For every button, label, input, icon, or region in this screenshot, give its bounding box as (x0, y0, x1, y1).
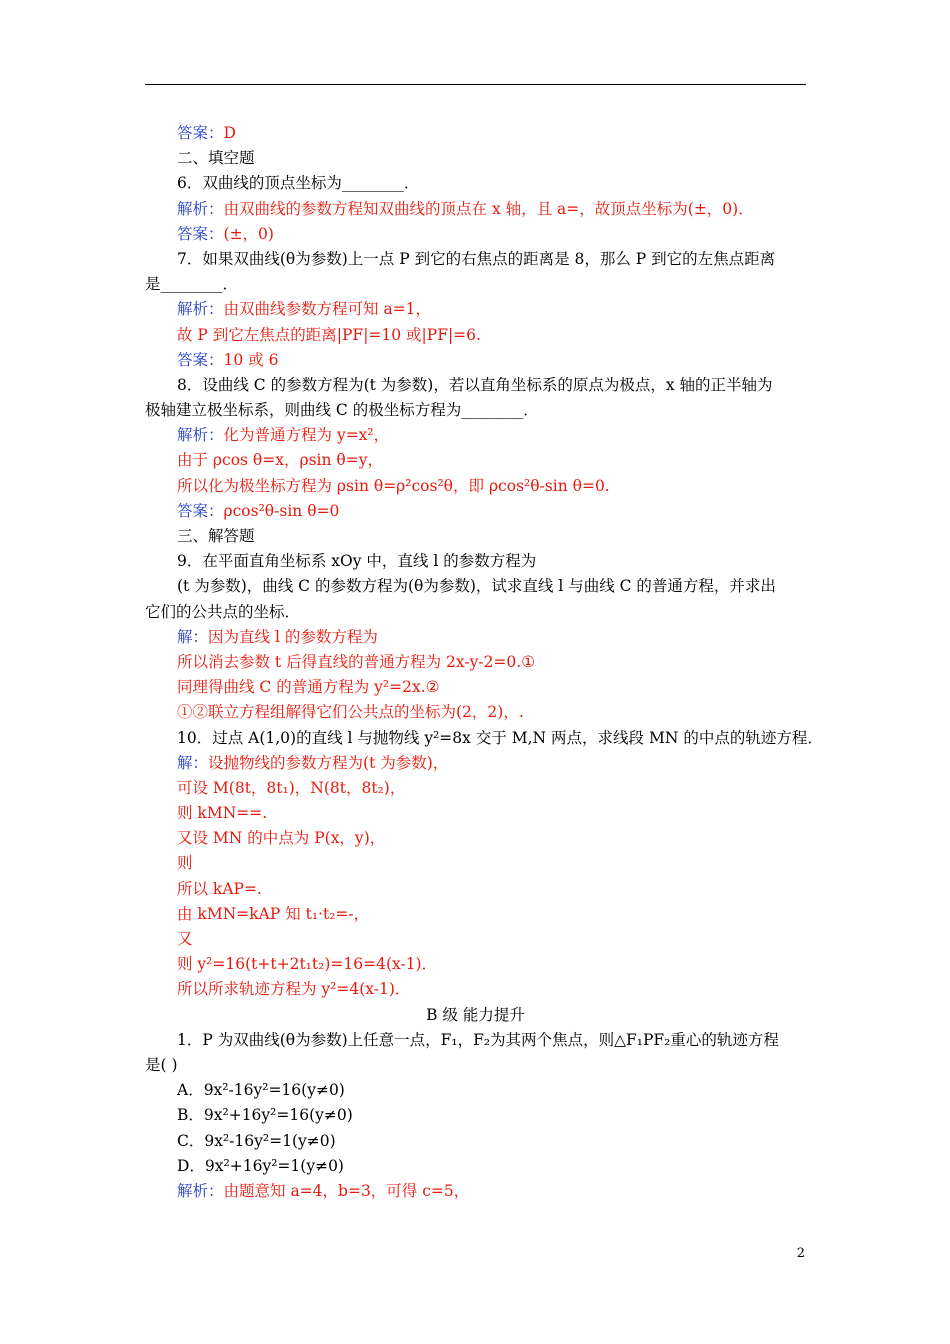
text-segment: 极轴建立极坐标系，则曲线 C 的极坐标方程为________． (145, 401, 539, 420)
text-segment: 解析： (177, 199, 224, 218)
text-segment: 由 kMN=kAP 知 t₁·t₂=-， (177, 904, 370, 923)
text-segment: 解析： (177, 1181, 224, 1200)
text-segment: D (223, 124, 236, 142)
text-segment: 所以 kAP=. (177, 879, 262, 898)
text-segment: 由双曲线的参数方程知双曲线的顶点在 x 轴，且 a=，故顶点坐标为(±，0)． (223, 199, 754, 218)
text-line (145, 398, 806, 423)
text-line (145, 1078, 806, 1103)
text-line (145, 146, 806, 171)
text-segment: 化为普通方程为 y=x²， (223, 426, 390, 445)
text-segment: 解： (177, 753, 209, 772)
document-body (145, 121, 823, 1204)
text-segment: 1．P 为双曲线(θ为参数)上任意一点，F₁，F₂为其两个焦点，则△F₁PF₂重心的轨迹方程 (177, 1030, 779, 1049)
text-line (145, 1154, 806, 1179)
text-line (145, 751, 806, 776)
text-line (145, 851, 806, 876)
text-line (145, 1129, 806, 1154)
text-segment: ρcos²θ-sin θ=0 (223, 501, 340, 520)
text-segment: 设抛物线的参数方程为(t 为参数)， (208, 753, 449, 772)
text-segment: C．9x²-16y²=1(y≠0) (177, 1131, 336, 1150)
text-segment: 解析： (177, 300, 224, 319)
text-segment: 它们的公共点的坐标． (145, 602, 301, 621)
text-segment: 由双曲线参数方程可知 a=1， (223, 300, 432, 319)
text-segment: 8．设曲线 C 的参数方程为(t 为参数)，若以直角坐标系的原点为极点，x 轴的正半轴为 (177, 375, 773, 394)
text-line (145, 877, 806, 902)
text-line (145, 700, 806, 725)
text-line (145, 323, 806, 348)
text-line (145, 1179, 806, 1204)
text-line (145, 977, 806, 1002)
text-line (145, 373, 806, 398)
text-line (145, 272, 806, 297)
text-segment: 答案： (177, 501, 224, 520)
text-segment: 10 或 6 (223, 350, 279, 369)
text-line (145, 197, 806, 222)
text-segment: D．9x²+16y²=1(y≠0) (177, 1156, 344, 1175)
text-segment: 所以化为极坐标方程为 ρsin θ=ρ²cos²θ，即 ρcos²θ-sin θ=0. (177, 476, 610, 495)
text-segment: 故 P 到它左焦点的距离|PF|=10 或|PF|=6. (177, 325, 481, 344)
text-line (145, 952, 806, 977)
text-line (145, 902, 806, 927)
text-line (145, 625, 806, 650)
text-segment: 可设 M(8t，8t₁)，N(8t，8t₂)， (177, 778, 406, 797)
text-segment: 因为直线 l 的参数方程为 (208, 627, 378, 646)
text-line (145, 801, 806, 826)
text-segment: 二、填空题 (177, 149, 255, 168)
text-segment: 由题意知 a=4，b=3，可得 c=5， (223, 1181, 470, 1200)
text-segment: 又 (177, 930, 193, 948)
text-segment: 又设 MN 的中点为 P(x，y)， (177, 829, 386, 848)
text-line (145, 826, 806, 851)
text-segment: (t 为参数)，曲线 C 的参数方程为(θ为参数)，试求直线 l 与曲线 C 的普通方程，并求出 (177, 577, 776, 596)
text-segment: 解： (177, 627, 209, 646)
text-segment: 6．双曲线的顶点坐标为________． (177, 174, 420, 193)
text-line (145, 675, 806, 700)
page-number: 2 (796, 1246, 805, 1261)
text-line (145, 1028, 806, 1053)
text-line (145, 222, 806, 247)
text-segment: 答案： (177, 124, 224, 142)
text-segment: 由于 ρcos θ=x，ρsin θ=y， (177, 451, 384, 470)
text-segment: 所以所求轨迹方程为 y²=4(x-1)． (177, 980, 411, 999)
header-rule (145, 84, 806, 85)
text-line (145, 448, 806, 473)
text-segment: 则 kMN==. (177, 804, 268, 823)
text-line (145, 1003, 806, 1028)
text-segment: 答案： (177, 224, 224, 243)
text-line (145, 474, 806, 499)
text-segment: 是( ) (145, 1055, 178, 1074)
text-line (145, 247, 806, 272)
text-line (145, 499, 806, 524)
text-segment: 同理得曲线 C 的普通方程为 y²=2x.② (177, 678, 440, 697)
text-line (145, 574, 806, 599)
text-line (145, 776, 806, 801)
text-segment: B．9x²+16y²=16(y≠0) (177, 1106, 353, 1125)
text-line (145, 171, 806, 196)
text-segment: 则 (177, 854, 193, 873)
text-segment: 则 y²=16(t+t+2t₁t₂)=16=4(x-1)． (177, 955, 438, 974)
text-line (145, 524, 806, 549)
text-segment: 三、解答题 (177, 527, 255, 545)
text-line (145, 600, 806, 625)
text-line (145, 348, 806, 373)
text-segment: 7．如果双曲线(θ为参数)上一点 P 到它的右焦点的距离是 8，那么 P 到它的左焦点距离 (177, 249, 776, 268)
text-segment: 10．过点 A(1,0)的直线 l 与抛物线 y²=8x 交于 M,N 两点，求线段 MN 的中点的轨迹方程． (177, 728, 823, 747)
text-line (145, 726, 823, 751)
text-line (145, 423, 806, 448)
text-segment: (±，0) (223, 224, 274, 243)
text-segment: 9．在平面直角坐标系 xOy 中，直线 l 的参数方程为 (177, 552, 537, 571)
text-segment: 所以消去参数 t 后得直线的普通方程为 2x-y-2=0.① (177, 652, 536, 671)
text-line (145, 297, 806, 322)
text-segment: B 级 能力提升 (426, 1005, 525, 1024)
text-line (145, 650, 806, 675)
text-segment: 是________． (145, 275, 239, 294)
text-line (145, 927, 806, 952)
text-segment: 答案： (177, 350, 224, 369)
text-line (145, 121, 806, 146)
text-segment: 解析： (177, 426, 224, 445)
text-line (145, 1053, 806, 1078)
text-segment: ①②联立方程组解得它们公共点的坐标为(2，2)，. (177, 703, 524, 722)
text-segment: A．9x²-16y²=16(y≠0) (177, 1081, 345, 1100)
text-line (145, 549, 806, 574)
text-line (145, 1103, 806, 1128)
